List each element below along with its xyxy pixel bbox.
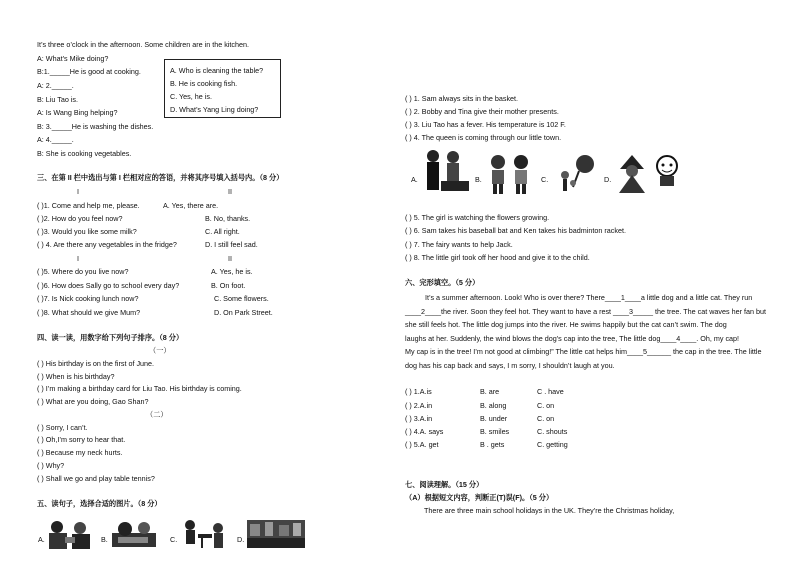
- picture-label: A.: [411, 175, 418, 184]
- match-question: ( )1. Come and help me, please.: [37, 201, 140, 210]
- sub-part-label: （一）: [149, 346, 171, 355]
- match-answer: D. On Park Street.: [214, 308, 273, 317]
- cloze-choice: C. getting: [537, 440, 568, 449]
- match-answer: A. Yes, there are.: [163, 201, 219, 210]
- ordering-item: ( ) What are you doing, Gao Shan?: [37, 397, 149, 406]
- match-answer: B. No, thanks.: [205, 214, 251, 223]
- option-item: D. What’s Yang Ling doing?: [170, 105, 259, 114]
- match-answer: B. On foot.: [211, 281, 246, 290]
- picture-question: ( ) 4. The queen is coming through our little town.: [405, 133, 562, 142]
- ordering-item: ( ) Oh,I’m sorry to hear that.: [37, 435, 126, 444]
- column-header-1: I: [77, 254, 79, 263]
- ordering-item: ( ) Because my neck hurts.: [37, 448, 123, 457]
- match-question: ( )2. How do you feel now?: [37, 214, 123, 223]
- passage-line: laughs at her. Suddenly, the wind blows the dog’s cap into the tree, The little dog____4____. Oh, my cap!: [405, 334, 740, 343]
- picture-question: ( ) 1. Sam always sits in the basket.: [405, 94, 519, 103]
- cloze-choice: ( ) 3.A.in: [405, 414, 433, 423]
- cloze-choice: B . gets: [480, 440, 505, 449]
- picture-question: ( ) 5. The girl is watching the flowers growing.: [405, 213, 550, 222]
- option-item: A. Who is cleaning the table?: [170, 66, 264, 75]
- cloze-choice: ( ) 1.A.is: [405, 387, 432, 396]
- picture-label: D.: [237, 535, 245, 544]
- cloze-choice: ( ) 2.A.in: [405, 401, 433, 410]
- match-question: ( )7. Is Nick cooking lunch now?: [37, 294, 139, 303]
- picture-question: ( ) 2. Bobby and Tina give their mother presents.: [405, 107, 559, 116]
- match-question: ( )6. How does Sally go to school every day?: [37, 281, 180, 290]
- picture-a-people-icon: [45, 519, 95, 549]
- dialogue-line: B: 3._____He is washing the dishes.: [37, 122, 154, 131]
- section-7-subtitle: （A）根据短文内容，判断正(T)误(F)。（5 分）: [405, 493, 554, 502]
- cloze-choice: C. on: [537, 401, 555, 410]
- match-answer: D. I still feel sad.: [205, 240, 258, 249]
- passage-line: My cap is in the tree! I’m not good at climbing!” The little cat helps him____5______ the cap in the tree. The little: [405, 347, 762, 356]
- cloze-choice: B. under: [480, 414, 508, 423]
- picture-d-town-icon: [247, 520, 305, 548]
- ordering-item: ( ) Sorry, I can’t.: [37, 423, 88, 432]
- dialogue-line: A: 2._____.: [37, 81, 74, 90]
- column-header-2: II: [228, 254, 232, 263]
- dialogue-line: A: What’s Mike doing?: [37, 54, 109, 63]
- option-item: B. He is cooking fish.: [170, 79, 238, 88]
- column-header-2: II: [228, 187, 232, 196]
- cloze-choice: B. are: [480, 387, 500, 396]
- match-answer: C. All right.: [205, 227, 240, 236]
- passage-line: ____2____the river. Soon they feel hot. They want to have a rest ____3_____ the tree. The cat waves her fan but: [405, 307, 766, 316]
- match-question: ( )8. What should we give Mum?: [37, 308, 141, 317]
- section-6-title: 六、完形填空。（5 分）: [405, 278, 480, 287]
- option-item: C. Yes, he is.: [170, 92, 212, 101]
- options-box: [164, 59, 281, 118]
- passage-line: It’s a summer afternoon. Look! Who is over there? There____1____a little dog and a little cat. They run: [425, 293, 753, 302]
- ordering-item: ( ) When is his birthday?: [37, 372, 115, 381]
- picture-d-girl-hood-icon: [615, 155, 649, 193]
- section-7-title: 七、阅读理解。（15 分）: [405, 480, 484, 489]
- picture-label: D.: [604, 175, 612, 184]
- cloze-choice: C . have: [537, 387, 564, 396]
- picture-b-boys-icon: [486, 153, 534, 195]
- dialogue-line: A: Is Wang Bing helping?: [37, 108, 118, 117]
- dialogue-line: A: 4._____.: [37, 135, 74, 144]
- picture-label: B.: [101, 535, 108, 544]
- picture-c-playing-icon: [180, 518, 228, 550]
- picture-label: C.: [170, 535, 178, 544]
- picture-label: A.: [38, 535, 45, 544]
- passage-line: she still feels hot. The little dog jumps into the river. He swims happily but the cat can’t swim. The dog: [405, 320, 727, 329]
- ordering-item: ( ) I’m making a birthday card for Liu Tao. His birthday is coming.: [37, 384, 242, 393]
- picture-label: C.: [541, 175, 549, 184]
- picture-question: ( ) 7. The fairy wants to help Jack.: [405, 240, 513, 249]
- cloze-choice: ( ) 5.A. get: [405, 440, 439, 449]
- picture-d-child-icon: [652, 155, 682, 191]
- picture-question: ( ) 3. Liu Tao has a fever. His temperature is 102 F.: [405, 120, 566, 129]
- picture-question: ( ) 6. Sam takes his baseball bat and Ken takes his badminton racket.: [405, 226, 626, 235]
- picture-b-sick-child-icon: [110, 519, 160, 549]
- dialogue-line: It’s three o’clock in the afternoon. Some children are in the kitchen.: [37, 40, 250, 49]
- sub-part-label: （二）: [146, 410, 168, 419]
- section-3-title: 三、在第 II 栏中选出与第 I 栏相对应的答语，并将其序号填入括号内。（8 分）: [37, 173, 284, 182]
- dialogue-line: B: She is cooking vegetables.: [37, 149, 132, 158]
- cloze-choice: B. along: [480, 401, 507, 410]
- ordering-item: ( ) Shall we go and play table tennis?: [37, 474, 155, 483]
- match-question: ( )5. Where do you live now?: [37, 267, 129, 276]
- match-answer: A. Yes, he is.: [211, 267, 253, 276]
- picture-question: ( ) 8. The little girl took off her hood and give it to the child.: [405, 253, 590, 262]
- ordering-item: ( ) His birthday is on the first of June.: [37, 359, 155, 368]
- cloze-choice: C. shouts: [537, 427, 568, 436]
- section-4-title: 四、读一读，用数字给下列句子排序。（8 分）: [37, 333, 184, 342]
- section-5-title: 五、读句子，选择合适的图片。（8 分）: [37, 499, 162, 508]
- cloze-choice: C. on: [537, 414, 555, 423]
- passage-line: dog has his cap back and says, I m sorry, I shouldn’t laugh at you.: [405, 361, 615, 370]
- column-header-1: I: [77, 187, 79, 196]
- reading-line: There are three main school holidays in the UK. They’re the Christmas holiday,: [424, 506, 675, 515]
- match-answer: C. Some flowers.: [214, 294, 269, 303]
- cloze-choice: ( ) 4.A. says: [405, 427, 444, 436]
- picture-c-flowers-icon: [555, 153, 601, 193]
- match-question: ( ) 4. Are there any vegetables in the fridge?: [37, 240, 177, 249]
- picture-label: B.: [475, 175, 482, 184]
- dialogue-line: B: Liu Tao is.: [37, 95, 79, 104]
- ordering-item: ( ) Why?: [37, 461, 65, 470]
- cloze-choice: B. smiles: [480, 427, 510, 436]
- match-question: ( )3. Would you like some milk?: [37, 227, 137, 236]
- dialogue-line: B:1._____He is good at cooking.: [37, 67, 141, 76]
- picture-a-queen-icon: [421, 149, 471, 195]
